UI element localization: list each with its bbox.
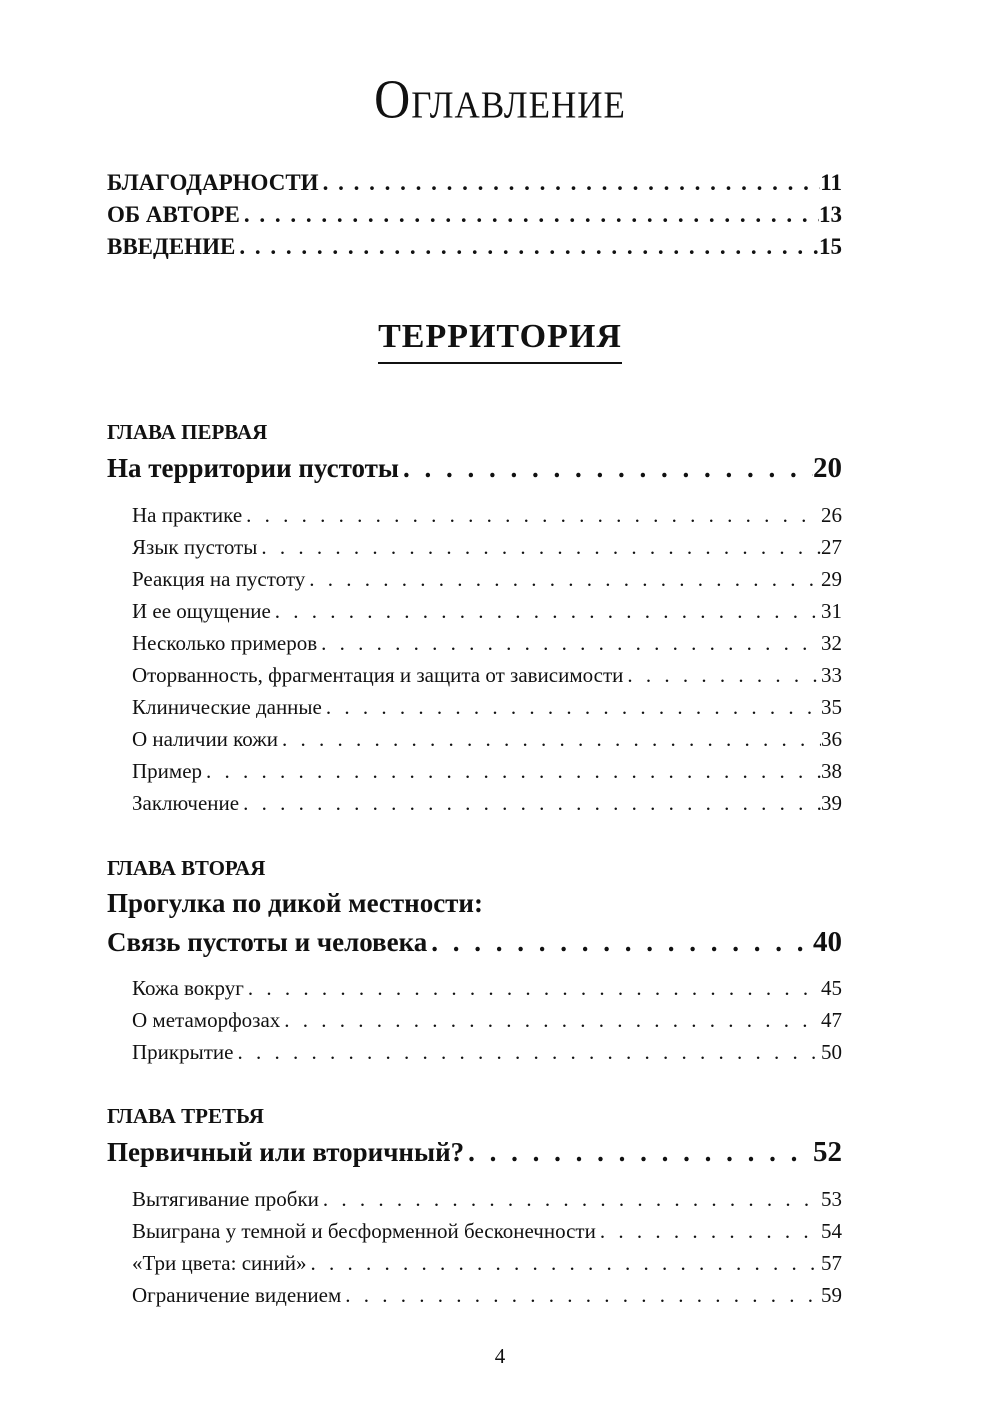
dot-leader xyxy=(464,1137,813,1168)
chapter-page: 40 xyxy=(813,926,842,958)
section-label: На практике xyxy=(132,503,243,527)
section-page: 35 xyxy=(821,695,842,719)
dot-leader xyxy=(271,599,821,624)
dot-leader xyxy=(305,567,821,592)
dot-leader xyxy=(235,234,819,260)
section-page: 27 xyxy=(821,535,842,559)
toc-section[interactable] xyxy=(132,599,842,624)
toc-section[interactable] xyxy=(132,976,842,1001)
section-label: Кожа вокруг xyxy=(132,976,244,1000)
toc-entry-page: 11 xyxy=(820,170,842,195)
section-page: 31 xyxy=(821,599,842,623)
page-number: 4 xyxy=(494,1344,506,1368)
dot-leader xyxy=(399,453,813,484)
section-page: 50 xyxy=(821,1040,842,1064)
toc-section[interactable] xyxy=(132,1008,842,1033)
section-label: Реакция на пустоту xyxy=(132,567,306,591)
toc-chapter-3[interactable] xyxy=(107,1136,842,1169)
toc-entry-page: 15 xyxy=(819,234,842,259)
toc-chapter-1[interactable] xyxy=(107,452,842,485)
toc-section[interactable] xyxy=(132,503,842,528)
section-page: 36 xyxy=(821,727,842,751)
dot-leader xyxy=(322,695,821,720)
dot-leader xyxy=(244,976,821,1001)
section-page: 33 xyxy=(821,663,842,687)
chapter-title: На территории пустоты xyxy=(107,453,399,483)
chapter-page: 20 xyxy=(813,452,842,484)
dot-leader xyxy=(202,759,821,784)
dot-leader xyxy=(239,791,821,816)
toc-entry-introduction[interactable] xyxy=(107,234,842,260)
section-label: И ее ощущение xyxy=(132,599,271,623)
dot-leader xyxy=(278,727,821,752)
dot-leader xyxy=(341,1283,821,1308)
toc-section[interactable] xyxy=(132,1040,842,1065)
dot-leader xyxy=(317,631,821,656)
chapter-label: ГЛАВА ПЕРВАЯ xyxy=(107,420,268,444)
section-page: 47 xyxy=(821,1008,842,1032)
dot-leader xyxy=(233,1040,821,1065)
section-page: 32 xyxy=(821,631,842,655)
section-label: «Три цвета: синий» xyxy=(132,1251,307,1275)
section-label: Ограничение видением xyxy=(132,1283,342,1307)
toc-section[interactable] xyxy=(132,535,842,560)
dot-leader xyxy=(242,503,821,528)
toc-entry-about-author[interactable] xyxy=(107,202,842,228)
chapter-page: 52 xyxy=(813,1136,842,1168)
section-page: 39 xyxy=(821,791,842,815)
dot-leader xyxy=(319,1187,821,1212)
dot-leader xyxy=(257,535,821,560)
chapter-label: ГЛАВА ТРЕТЬЯ xyxy=(107,1104,264,1128)
toc-section[interactable] xyxy=(132,631,842,656)
dot-leader xyxy=(596,1219,821,1244)
toc-section[interactable] xyxy=(132,1251,842,1276)
chapter-title-line: Прогулка по дикой местности: xyxy=(107,888,483,918)
section-label: Выиграна у темной и бесформенной бесконечности xyxy=(132,1219,596,1243)
section-label: О метаморфозах xyxy=(132,1008,281,1032)
toc-section[interactable] xyxy=(132,663,842,688)
section-label: Пример xyxy=(132,759,203,783)
toc-section[interactable] xyxy=(132,1187,842,1212)
dot-leader xyxy=(240,202,819,228)
toc-section[interactable] xyxy=(132,1283,842,1308)
toc-entry-acknowledgements[interactable] xyxy=(107,170,842,196)
chapter-label: ГЛАВА ВТОРАЯ xyxy=(107,856,266,880)
section-page: 57 xyxy=(821,1251,842,1275)
section-label: Клинические данные xyxy=(132,695,322,719)
part-heading xyxy=(0,318,1000,364)
section-page: 38 xyxy=(821,759,842,783)
section-page: 45 xyxy=(821,976,842,1000)
toc-section[interactable] xyxy=(132,759,842,784)
section-page: 53 xyxy=(821,1187,842,1211)
section-page: 26 xyxy=(821,503,842,527)
toc-section[interactable] xyxy=(132,791,842,816)
chapter-title: Первичный или вторичный? xyxy=(107,1137,465,1167)
section-label: Вытягивание пробки xyxy=(132,1187,319,1211)
section-label: Язык пустоты xyxy=(132,535,258,559)
section-label: Заключение xyxy=(132,791,240,815)
part-title: ТЕРРИТОРИЯ xyxy=(378,318,622,364)
section-page: 54 xyxy=(821,1219,842,1243)
toc-entry-label: ОБ АВТОРЕ xyxy=(107,202,240,227)
section-label: О наличии кожи xyxy=(132,727,279,751)
section-page: 29 xyxy=(821,567,842,591)
toc-section[interactable] xyxy=(132,567,842,592)
dot-leader xyxy=(306,1251,821,1276)
dot-leader xyxy=(623,663,821,688)
dot-leader xyxy=(319,170,821,196)
chapter-title: Связь пустоты и человека xyxy=(107,927,428,957)
toc-section[interactable] xyxy=(132,695,842,720)
toc-entry-label: БЛАГОДАРНОСТИ xyxy=(107,170,319,195)
dot-leader xyxy=(280,1008,821,1033)
toc-chapter-2[interactable] xyxy=(107,926,842,959)
toc-entry-page: 13 xyxy=(819,202,842,227)
section-page: 59 xyxy=(821,1283,842,1307)
toc-section[interactable] xyxy=(132,727,842,752)
dot-leader xyxy=(427,927,813,958)
toc-entry-label: ВВЕДЕНИЕ xyxy=(107,234,236,259)
toc-section[interactable] xyxy=(132,1219,842,1244)
section-label: Несколько примеров xyxy=(132,631,318,655)
section-label: Прикрытие xyxy=(132,1040,234,1064)
section-label: Оторванность, фрагментация и защита от зависимости xyxy=(132,663,624,687)
page-title: Оглавление xyxy=(374,68,626,130)
